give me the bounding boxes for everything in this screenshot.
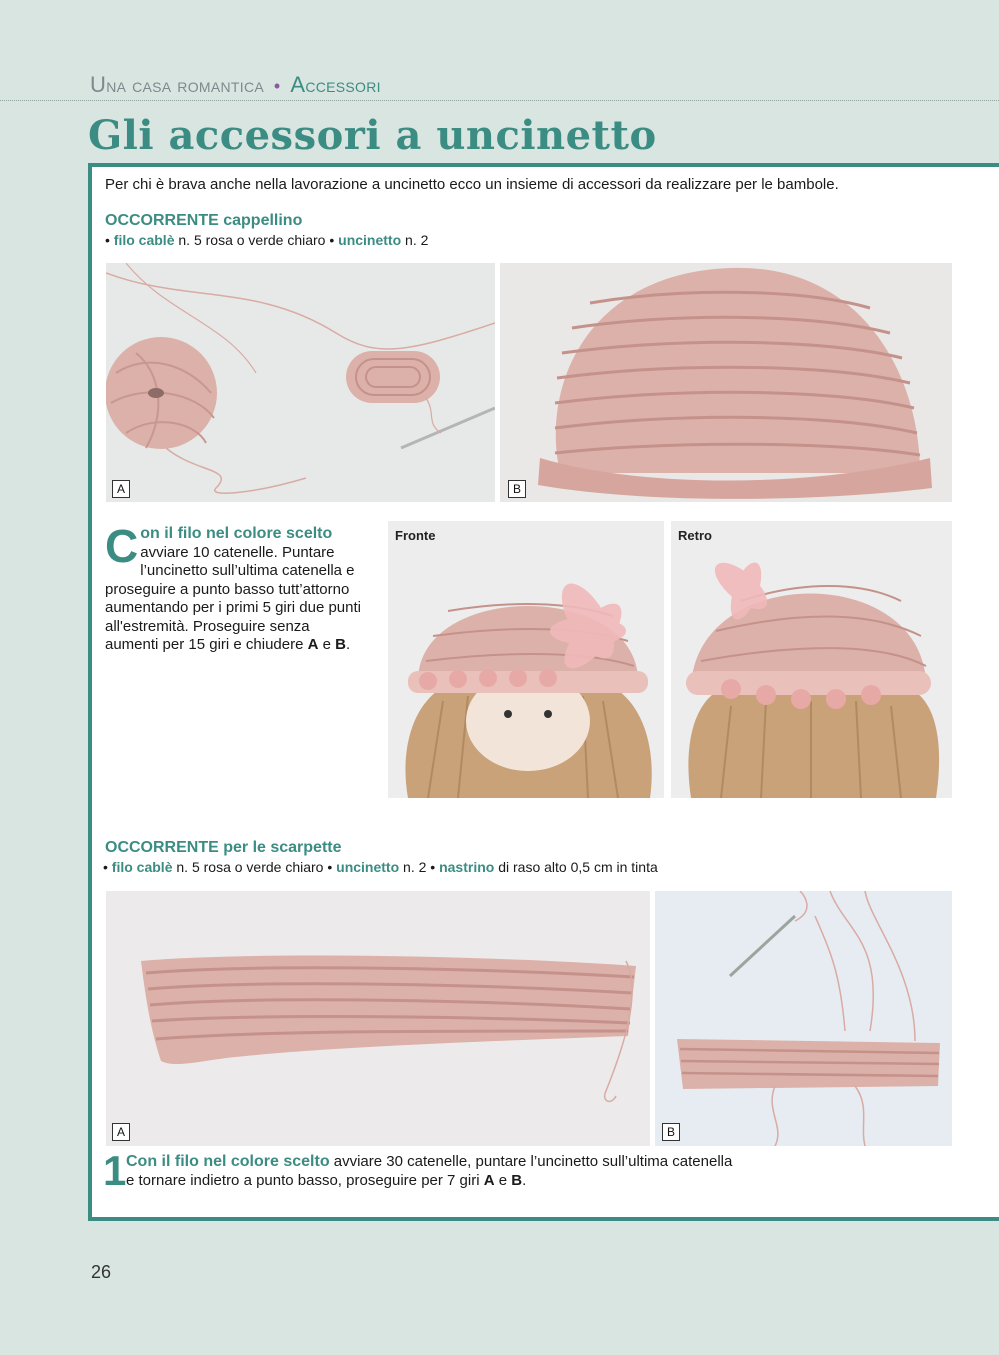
step-lead: Con il filo nel colore scelto [126, 1153, 330, 1170]
hat-photo-a [106, 263, 495, 502]
page-number: 26 [91, 1262, 112, 1282]
material-detail: n. 5 rosa o verde chiaro [172, 859, 328, 875]
material-detail: n. 5 rosa o verde chiaro [174, 232, 330, 248]
material-detail: di raso alto 0,5 cm in tinta [494, 859, 658, 875]
material-name: uncinetto [338, 232, 402, 248]
section-separator: • [273, 76, 281, 96]
page-title: Gli accessori a uncinetto [88, 112, 657, 159]
ref-and: e [318, 636, 336, 653]
bullet: • [103, 859, 108, 875]
hat-photo-b [500, 263, 952, 502]
crochet-strip-illustration [106, 891, 650, 1146]
bullet: • [327, 859, 333, 875]
hat-front-photo [388, 521, 664, 798]
crochet-strip-needle-illustration [655, 891, 952, 1146]
instruction-lead: on il filo nel colore scelto [140, 525, 333, 542]
material-name: filo cablè [111, 859, 173, 875]
ref-b: B [511, 1171, 523, 1189]
ref-end: . [346, 636, 351, 653]
section-header [90, 72, 381, 98]
step-number: 1 [103, 1147, 127, 1194]
material-name: filo cablè [113, 232, 175, 248]
ref-and: e [494, 1171, 512, 1189]
material-detail: n. 2 [399, 859, 431, 875]
material-detail: n. 2 [401, 232, 429, 248]
bullet: • [430, 859, 436, 875]
bullet: • [105, 232, 110, 248]
doll-front-illustration [388, 521, 664, 798]
dropcap: C [105, 520, 139, 572]
ref-b: B [335, 636, 346, 653]
section-part1-initial: U [90, 72, 107, 97]
hat-instructions [105, 520, 367, 655]
photo-label-b: B [662, 1123, 680, 1141]
bullet: • [329, 232, 335, 248]
header-divider [0, 100, 999, 101]
shoes-step-1 [126, 1153, 826, 1190]
photo-label-b: B [508, 480, 526, 498]
shoes-photo-a [106, 891, 650, 1146]
shoes-materials-list [103, 859, 658, 875]
shoes-photo-b [655, 891, 952, 1146]
instruction-text: avviare 10 catenelle. Puntare l’uncinetto sull’ultima catenella e proseguire a punto basso tutt’attorno aumentando per i primi 5 giri due punti all'estremità. Proseguire senza aumenti per 15 giri e chiudere [105, 543, 361, 653]
hat-back-photo [671, 521, 952, 798]
hat-materials-list [105, 232, 428, 248]
crochet-hat-illustration [500, 263, 952, 502]
back-label: Retro [678, 528, 712, 543]
yarn-ball-illustration [106, 263, 495, 502]
material-name: nastrino [439, 859, 495, 875]
doll-back-illustration [671, 521, 952, 798]
section-part2-initial: A [290, 72, 306, 97]
section-part2-rest: ccessori [305, 75, 381, 97]
material-name: uncinetto [336, 859, 400, 875]
section-part1-rest: na casa romantica [106, 75, 264, 97]
ref-a: A [307, 636, 319, 653]
intro-text: Per chi è brava anche nella lavorazione a uncinetto ecco un insieme di accessori da realizzare per le bambole. [105, 176, 839, 193]
front-label: Fronte [395, 528, 436, 543]
hat-materials-title: OCCORRENTE cappellino [105, 212, 303, 229]
ref-end: . [522, 1171, 527, 1189]
photo-label-a: A [112, 480, 130, 498]
step-text-1: avviare 30 catenelle, puntare l’uncinetto sull’ultima catenella [329, 1153, 733, 1170]
ref-a: A [483, 1171, 495, 1189]
shoes-materials-title: OCCORRENTE per le scarpette [105, 839, 342, 856]
step-text-2: e tornare indietro a punto basso, proseguire per 7 giri [126, 1171, 484, 1189]
photo-label-a: A [112, 1123, 130, 1141]
